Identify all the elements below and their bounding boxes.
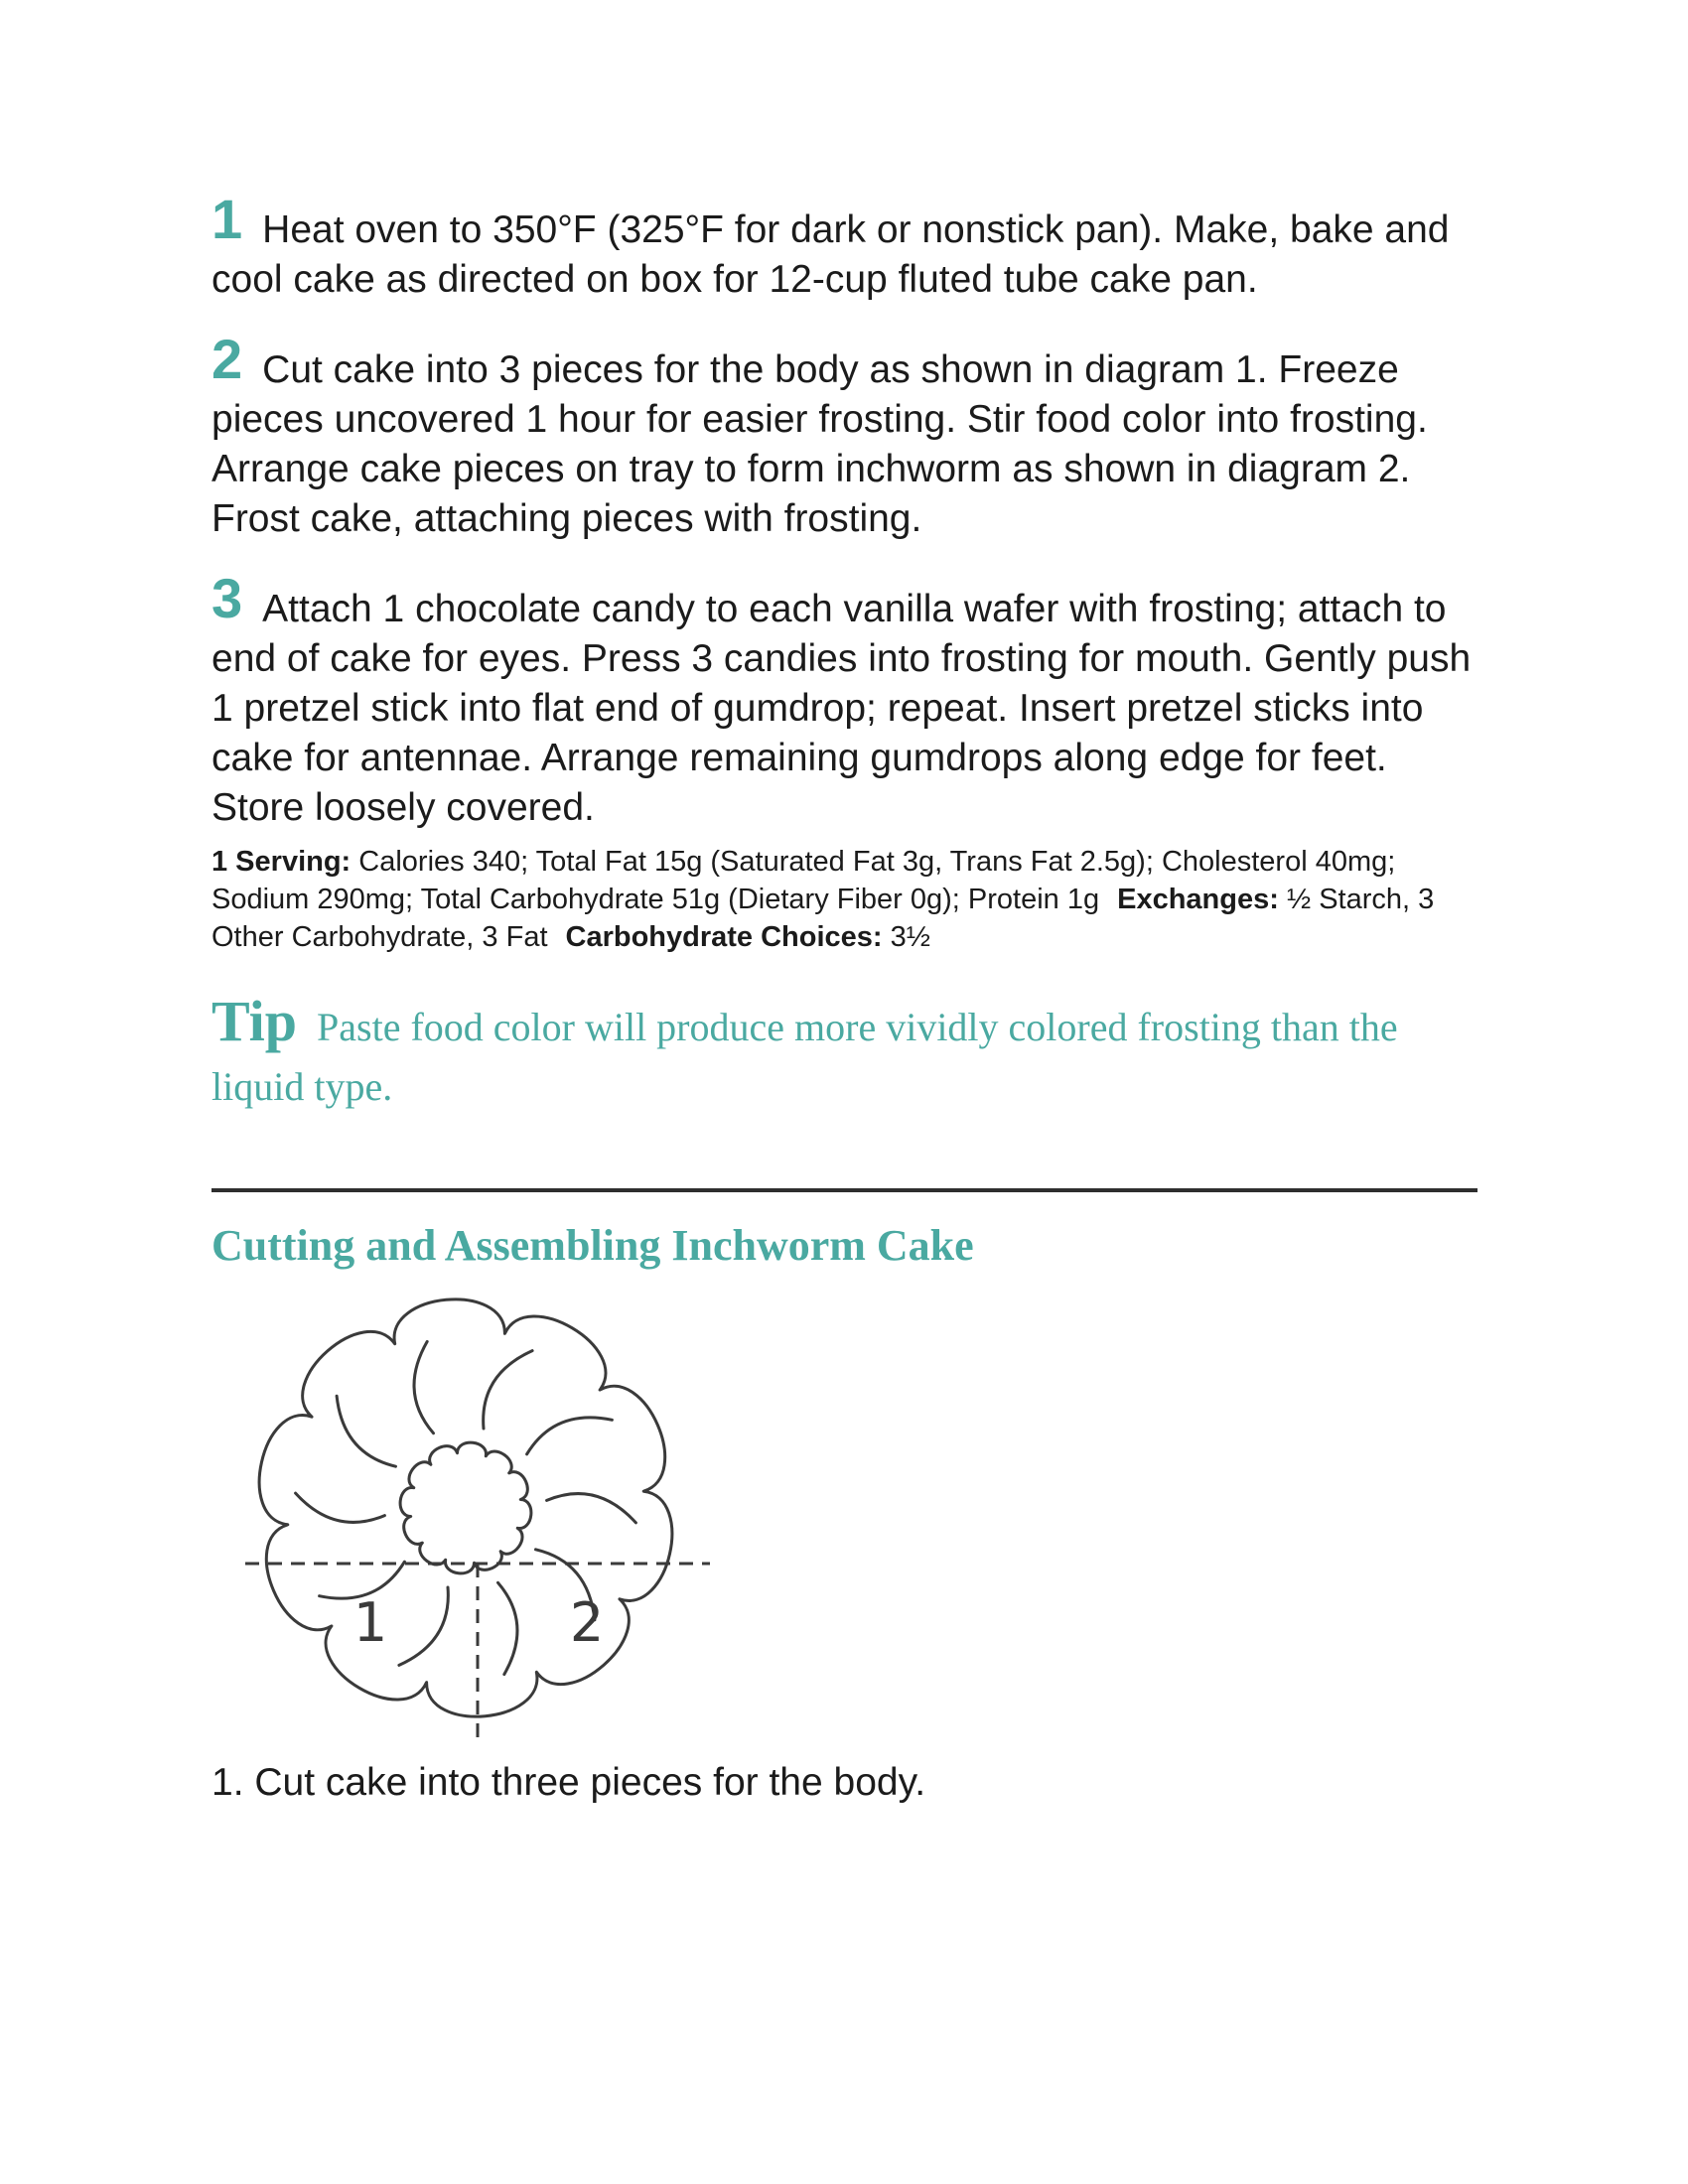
- flute-ridge: [527, 1418, 613, 1454]
- carb-choices-text: 3½: [890, 921, 930, 953]
- flute-ridge: [498, 1582, 517, 1674]
- section-divider: [211, 1188, 1477, 1192]
- step-3: [211, 567, 1477, 833]
- step-2: [211, 328, 1477, 544]
- flute-ridge: [296, 1493, 385, 1522]
- flute-ridge: [399, 1587, 448, 1665]
- cake-outer-outline: [259, 1299, 672, 1716]
- tip-label: Tip: [211, 989, 298, 1053]
- serving-text: Calories 340; Total Fat 15g (Saturated Fat 3g, Trans Fat 2.5g); Cholesterol 40mg; Sodium 290mg; Total Carbohydrate 51g (Dietary Fiber 0g); Protein 1g: [211, 846, 1396, 915]
- step-1: [211, 188, 1477, 305]
- step-text: Heat oven to 350°F (325°F for dark or nonstick pan). Make, bake and cool cake as directed on box for 12-cup fluted tube cake pan.: [211, 208, 1450, 301]
- cake-cutting-diagram: [239, 1297, 716, 1744]
- step-number: 2: [211, 328, 243, 390]
- carb-choices-label: Carbohydrate Choices:: [565, 921, 883, 953]
- serving-label: 1 Serving:: [211, 846, 352, 878]
- flute-ridge: [547, 1494, 636, 1523]
- piece-label-1: 1: [352, 1591, 388, 1654]
- tip-box: [211, 989, 1477, 1117]
- flute-ridge: [414, 1341, 433, 1433]
- cake-center-tube: [400, 1442, 531, 1573]
- exchanges-text: ½ Starch, 3 Other Carbohydrate, 3 Fat: [211, 884, 1435, 953]
- piece-label-2: 2: [569, 1591, 605, 1654]
- tip-text: Paste food color will produce more vividly colored frosting than the liquid type.: [211, 1005, 1398, 1109]
- nutrition-info: [211, 843, 1477, 956]
- section-title: Cutting and Assembling Inchworm Cake: [211, 1221, 974, 1270]
- step-number: 3: [211, 567, 243, 629]
- flute-ridge: [337, 1396, 395, 1466]
- exchanges-label: Exchanges:: [1117, 884, 1279, 915]
- flute-ridge: [484, 1351, 532, 1429]
- step-text: Cut cake into 3 pieces for the body as shown in diagram 1. Freeze pieces uncovered 1 hour for easier frosting. Stir food color into frosting. Arrange cake pieces on tray to form inchworm as shown in diagram 2. Frost cake, attaching pieces with frosting.: [211, 348, 1428, 540]
- diagram-caption: 1. Cut cake into three pieces for the body.: [211, 1761, 926, 1804]
- recipe-content: [211, 188, 1477, 1808]
- step-text: Attach 1 chocolate candy to each vanilla wafer with frosting; attach to end of cake for eyes. Press 3 candies into frosting for mouth. Gently push 1 pretzel stick into flat end of gumdrop; repeat. Insert pretzel sticks into cake for antennae. Arrange remaining gumdrops along edge for feet. Store loosely covered.: [211, 588, 1472, 829]
- step-number: 1: [211, 188, 243, 250]
